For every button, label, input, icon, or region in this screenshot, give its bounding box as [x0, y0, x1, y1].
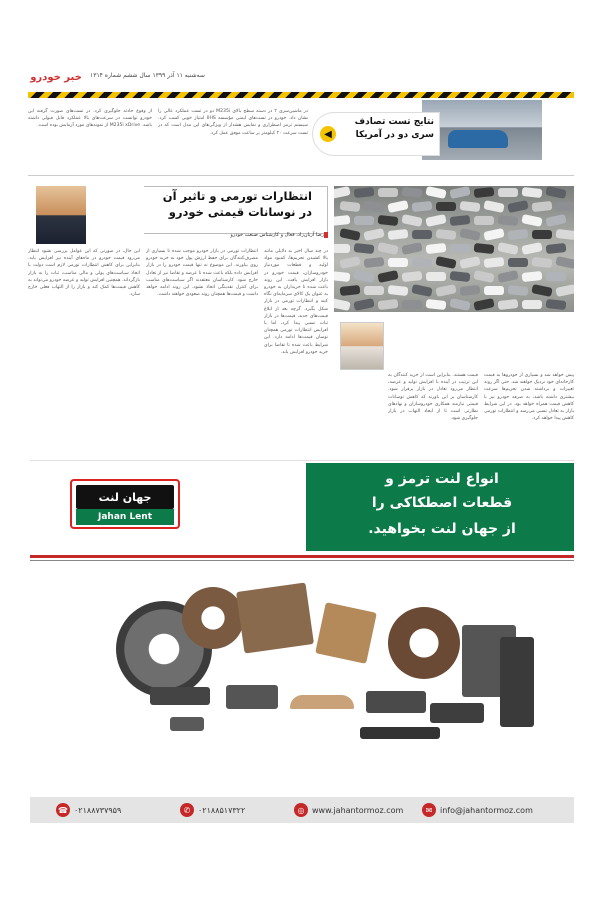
parked-car [354, 243, 375, 254]
parked-car [556, 202, 574, 211]
parked-car [483, 200, 504, 213]
logo-persian-text: جهان لنت [76, 485, 174, 509]
parked-car [508, 229, 529, 240]
parked-car [377, 242, 398, 255]
parked-car [334, 298, 351, 311]
parked-car [387, 200, 408, 213]
email-text: info@jahantormoz.com [440, 805, 533, 815]
parked-car [508, 285, 529, 296]
arrow-left-icon: ◀ [320, 126, 336, 142]
parked-car [412, 230, 432, 239]
parked-car [546, 243, 567, 254]
parked-car [401, 214, 422, 227]
ad-slogan-line-3: از جهان لنت بخواهید. [368, 521, 516, 537]
parked-car [378, 188, 398, 197]
parked-car [425, 186, 446, 199]
article-col-2: انتظارات تورمی در بازار خودرو موجب شده تا بسیاری از مصرف‌کنندگان برای حفظ ارزش پول خود به خرید خودرو روی بیاورند. این موضوع نه تنها قیمت خودرو را در بازار افزایش داده بلکه باعث شده تا عرضه و تقاضا نیز از تعادل خارج شود. کارشناسان معتقدند اگر سیاست‌های مناسب برای کنترل نقدینگی اتخاذ نشود، این روند ادامه خواهد داشت و قیمت‌ها همچنان روند صعودی خواهند داشت. [146, 249, 258, 298]
parked-car [353, 270, 374, 283]
parked-car [449, 186, 470, 199]
parked-car [426, 272, 446, 281]
parked-car [450, 244, 470, 253]
ad-divider [30, 555, 574, 558]
parked-car [334, 186, 351, 199]
parked-car [498, 215, 519, 226]
brake-ring-image [388, 607, 460, 679]
parked-car [532, 201, 553, 212]
parked-car [474, 187, 495, 198]
parked-car [402, 271, 423, 282]
drum-lining-image [290, 695, 354, 709]
parked-car [388, 258, 408, 267]
parked-car [411, 284, 432, 297]
parked-car [402, 300, 422, 309]
issue-info: سه‌شنبه ۱۱ آذر ۱۳۹۹ سال ششم شماره ۱۳۱۴ [90, 72, 205, 79]
website-link[interactable] [294, 802, 403, 818]
main-article [28, 182, 574, 444]
phone-icon: ☎ [56, 803, 70, 817]
parked-car [508, 258, 528, 267]
author-photo [36, 186, 86, 244]
crash-test-title: نتایج تست تصادف سری دو در آمریکا [354, 117, 434, 140]
parked-car [459, 256, 480, 269]
parked-car [364, 257, 385, 268]
parked-car [426, 299, 447, 310]
parked-car [388, 285, 409, 296]
parked-car [450, 215, 471, 226]
article-col-5: پیش خواهد شد و بسیاری از خودروها به قیمت کارخانه‌ای خود نزدیک خواهند شد. حتی اگر روند تغییرات و برداشته شدن تحریم‌ها سرعت بیشتری داشته باشد، به صرفه خودرو نیز با کاهش قیمت همراه خواهد بود. در این شرایط بازار به تعادل نسبی می‌رسد و انتظارات تورمی کاهش پیدا خواهد کرد. [484, 373, 574, 422]
parked-car [473, 298, 494, 311]
logo-english-text: Jahan Lent [76, 509, 174, 525]
parked-car [378, 215, 399, 226]
website-text: www.jahantormoz.com [312, 805, 404, 815]
ad-slogan-line-2: قطعات اصطکاکی را [371, 495, 513, 511]
car-lot-photo [334, 186, 574, 312]
parked-car [555, 284, 574, 297]
parked-car [522, 300, 542, 309]
email-icon: ✉ [422, 803, 436, 817]
parked-car [340, 285, 361, 296]
parked-car [354, 187, 375, 198]
parked-car [401, 242, 422, 255]
newspaper-logo: خبر خودرو [30, 71, 82, 83]
parked-car [474, 216, 494, 225]
parked-car [377, 270, 398, 283]
parked-car [354, 216, 374, 225]
parked-car [532, 257, 553, 268]
parked-car [435, 256, 456, 269]
parked-car [425, 214, 446, 227]
mesh-pad-image [500, 637, 534, 727]
parked-car [522, 187, 543, 198]
parked-car [459, 228, 480, 241]
parked-car [545, 214, 566, 227]
parked-car [449, 298, 470, 311]
brake-pad-image-4 [430, 703, 484, 723]
expert-photo [340, 322, 384, 370]
phone-1[interactable] [56, 802, 121, 818]
parked-car [364, 286, 384, 295]
parked-car [507, 200, 528, 213]
parked-car [436, 202, 456, 211]
article-col-4: قیمت هستند. بنابراین است از خرید کنندگان به این ترتیب در آینده با افزایش تولید و عرضه، انتظار می‌رود تعادل در بازار برقرار شود. کارشناسان بر این باورند که کاهش نوسانات قیمتی نیازمند همکاری خودروسازان و نهادهای نظارتی است تا از ایجاد التهاب در بازار جلوگیری شود. [388, 373, 478, 422]
globe-icon: ◎ [294, 803, 308, 817]
article-col-1: این حال، در صورتی که این عوامل بررسی نشود انتظار می‌رود قیمت خودرو در ماه‌های آینده نیز افزایش یابد. بنابراین برای کاهش انتظارات تورمی لازم است دولت با اتخاذ سیاست‌های پولی و مالی مناسب، ثبات را به بازار بازگرداند. همچنین افزایش تولید و عرضه خودرو می‌تواند به کاهش قیمت‌ها کمک کند و بازار را از التهاب فعلی خارج سازد. [28, 249, 140, 298]
parked-car [426, 243, 447, 254]
parked-car [532, 230, 552, 239]
parked-car [435, 284, 456, 297]
brake-parts-illustration [30, 567, 574, 791]
parked-car [378, 299, 399, 310]
parked-car [450, 271, 471, 282]
masthead [28, 66, 574, 94]
parked-car [546, 272, 566, 281]
parked-car [498, 188, 518, 197]
hazard-stripe [28, 92, 574, 98]
parked-car [334, 215, 350, 226]
article-byline [144, 230, 328, 240]
friction-disc-image [182, 587, 244, 649]
email-link[interactable] [422, 802, 533, 818]
friction-sheet-image [236, 582, 314, 653]
parked-car [388, 229, 409, 240]
parked-car [484, 257, 505, 268]
parked-car [474, 243, 495, 254]
parked-car [363, 228, 384, 241]
byline-marker [324, 232, 328, 238]
parked-car [483, 228, 504, 241]
parked-car [556, 229, 574, 240]
parked-car [460, 201, 481, 212]
article-headline: انتظارات تورمی و تاثیر آن در نوسانات قیمتی خودرو [162, 189, 312, 219]
parked-car [473, 270, 494, 283]
phone-2-text: ۰۲۱۸۸۵۱۷۳۲۲ [198, 805, 246, 815]
ad-divider-thin [30, 560, 574, 561]
parked-car [555, 256, 574, 269]
parked-car [522, 271, 543, 282]
parked-car [521, 242, 542, 255]
small-pad-image [170, 717, 204, 731]
ad-slogan-panel [306, 463, 574, 551]
parked-car [334, 244, 350, 253]
parked-car [412, 201, 433, 212]
top-news-strip [28, 100, 574, 176]
crash-article-col-left: از وقوع حادثه جلوگیری کرد. در تست‌های صورت گرفته این خودرو توانست در سرعت‌های بالا عملکرد قابل قبولی داشته باشد. M235i xDrive از نمونه‌های مورد آزمایش بوده است. [28, 109, 152, 129]
parked-car [521, 214, 542, 227]
byline-text: رضا آریان‌راد، فعال و کارشناس صنعت خودرو [230, 232, 324, 238]
ad-slogan-line-1: انواع لنت ترمز و [385, 471, 499, 487]
parked-car [545, 186, 566, 199]
ad-contact-bar [30, 797, 574, 823]
brake-pad-image-3 [366, 691, 426, 713]
phone-1-text: ۰۲۱۸۸۷۳۷۹۵۹ [74, 805, 122, 815]
fax-icon: ✆ [180, 803, 194, 817]
jahan-lent-advertisement[interactable] [30, 460, 574, 826]
brake-pad-image-1 [150, 687, 210, 705]
crash-article-col-right: در ماشین‌سری ۲ در دسته سطح بالای M235i دو در تست عملکرد عالی را نشان داد. خودرو در تست‌های ایمنی مؤسسه IIHS امتیاز خوبی کسب کرد. سیستم ترمز اضطراری و نمایش هشدار از ویژگی‌های این مدل است که در تست سرعت ۲۰ کیلومتر بر ساعت موفق عمل کرد. [158, 109, 308, 136]
parked-car [339, 256, 360, 269]
article-col-3: در چند سال اخیر به دلایلی مانند بالا کشیدن تحریم‌ها، کمبود مواد اولیه و قطعات موردنیاز خودروسازان، قیمت خودرو در بازار افزایش یافت. این روند باعث شده تا خریداران به خودرو به عنوان یک کالای سرمایه‌ای نگاه کنند و انتظارات تورمی در بازار شکل بگیرد. گرچه بعد از ابلاغ قیمت‌های جدید، قیمت‌ها در بازار ثبات نسبی پیدا کرد، اما با افزایش انتظارات تورمی همچنان نوسان قیمت‌ها ادامه دارد. این شرایط باعث شده تا تقاضا برای خرید خودرو افزایش یابد. [264, 249, 328, 355]
parked-car [497, 270, 518, 283]
parked-car [497, 242, 518, 255]
brake-pad-image-2 [226, 685, 278, 709]
parked-car [531, 284, 552, 297]
crash-car-image [448, 130, 508, 148]
brake-pad-image-5 [360, 727, 440, 739]
parked-car [484, 286, 504, 295]
parked-car [460, 285, 481, 296]
parked-car [363, 200, 384, 213]
parked-car [546, 299, 567, 310]
jahan-lent-logo [70, 479, 180, 529]
friction-sheet-2-image [315, 602, 377, 664]
parked-car [498, 299, 519, 310]
parked-car [436, 229, 457, 240]
parked-car [334, 271, 350, 282]
phone-2[interactable] [180, 802, 245, 818]
parked-car [339, 228, 360, 241]
parked-car [340, 201, 361, 212]
parked-car [353, 298, 374, 311]
parked-car [402, 187, 423, 198]
parked-car [412, 257, 433, 268]
